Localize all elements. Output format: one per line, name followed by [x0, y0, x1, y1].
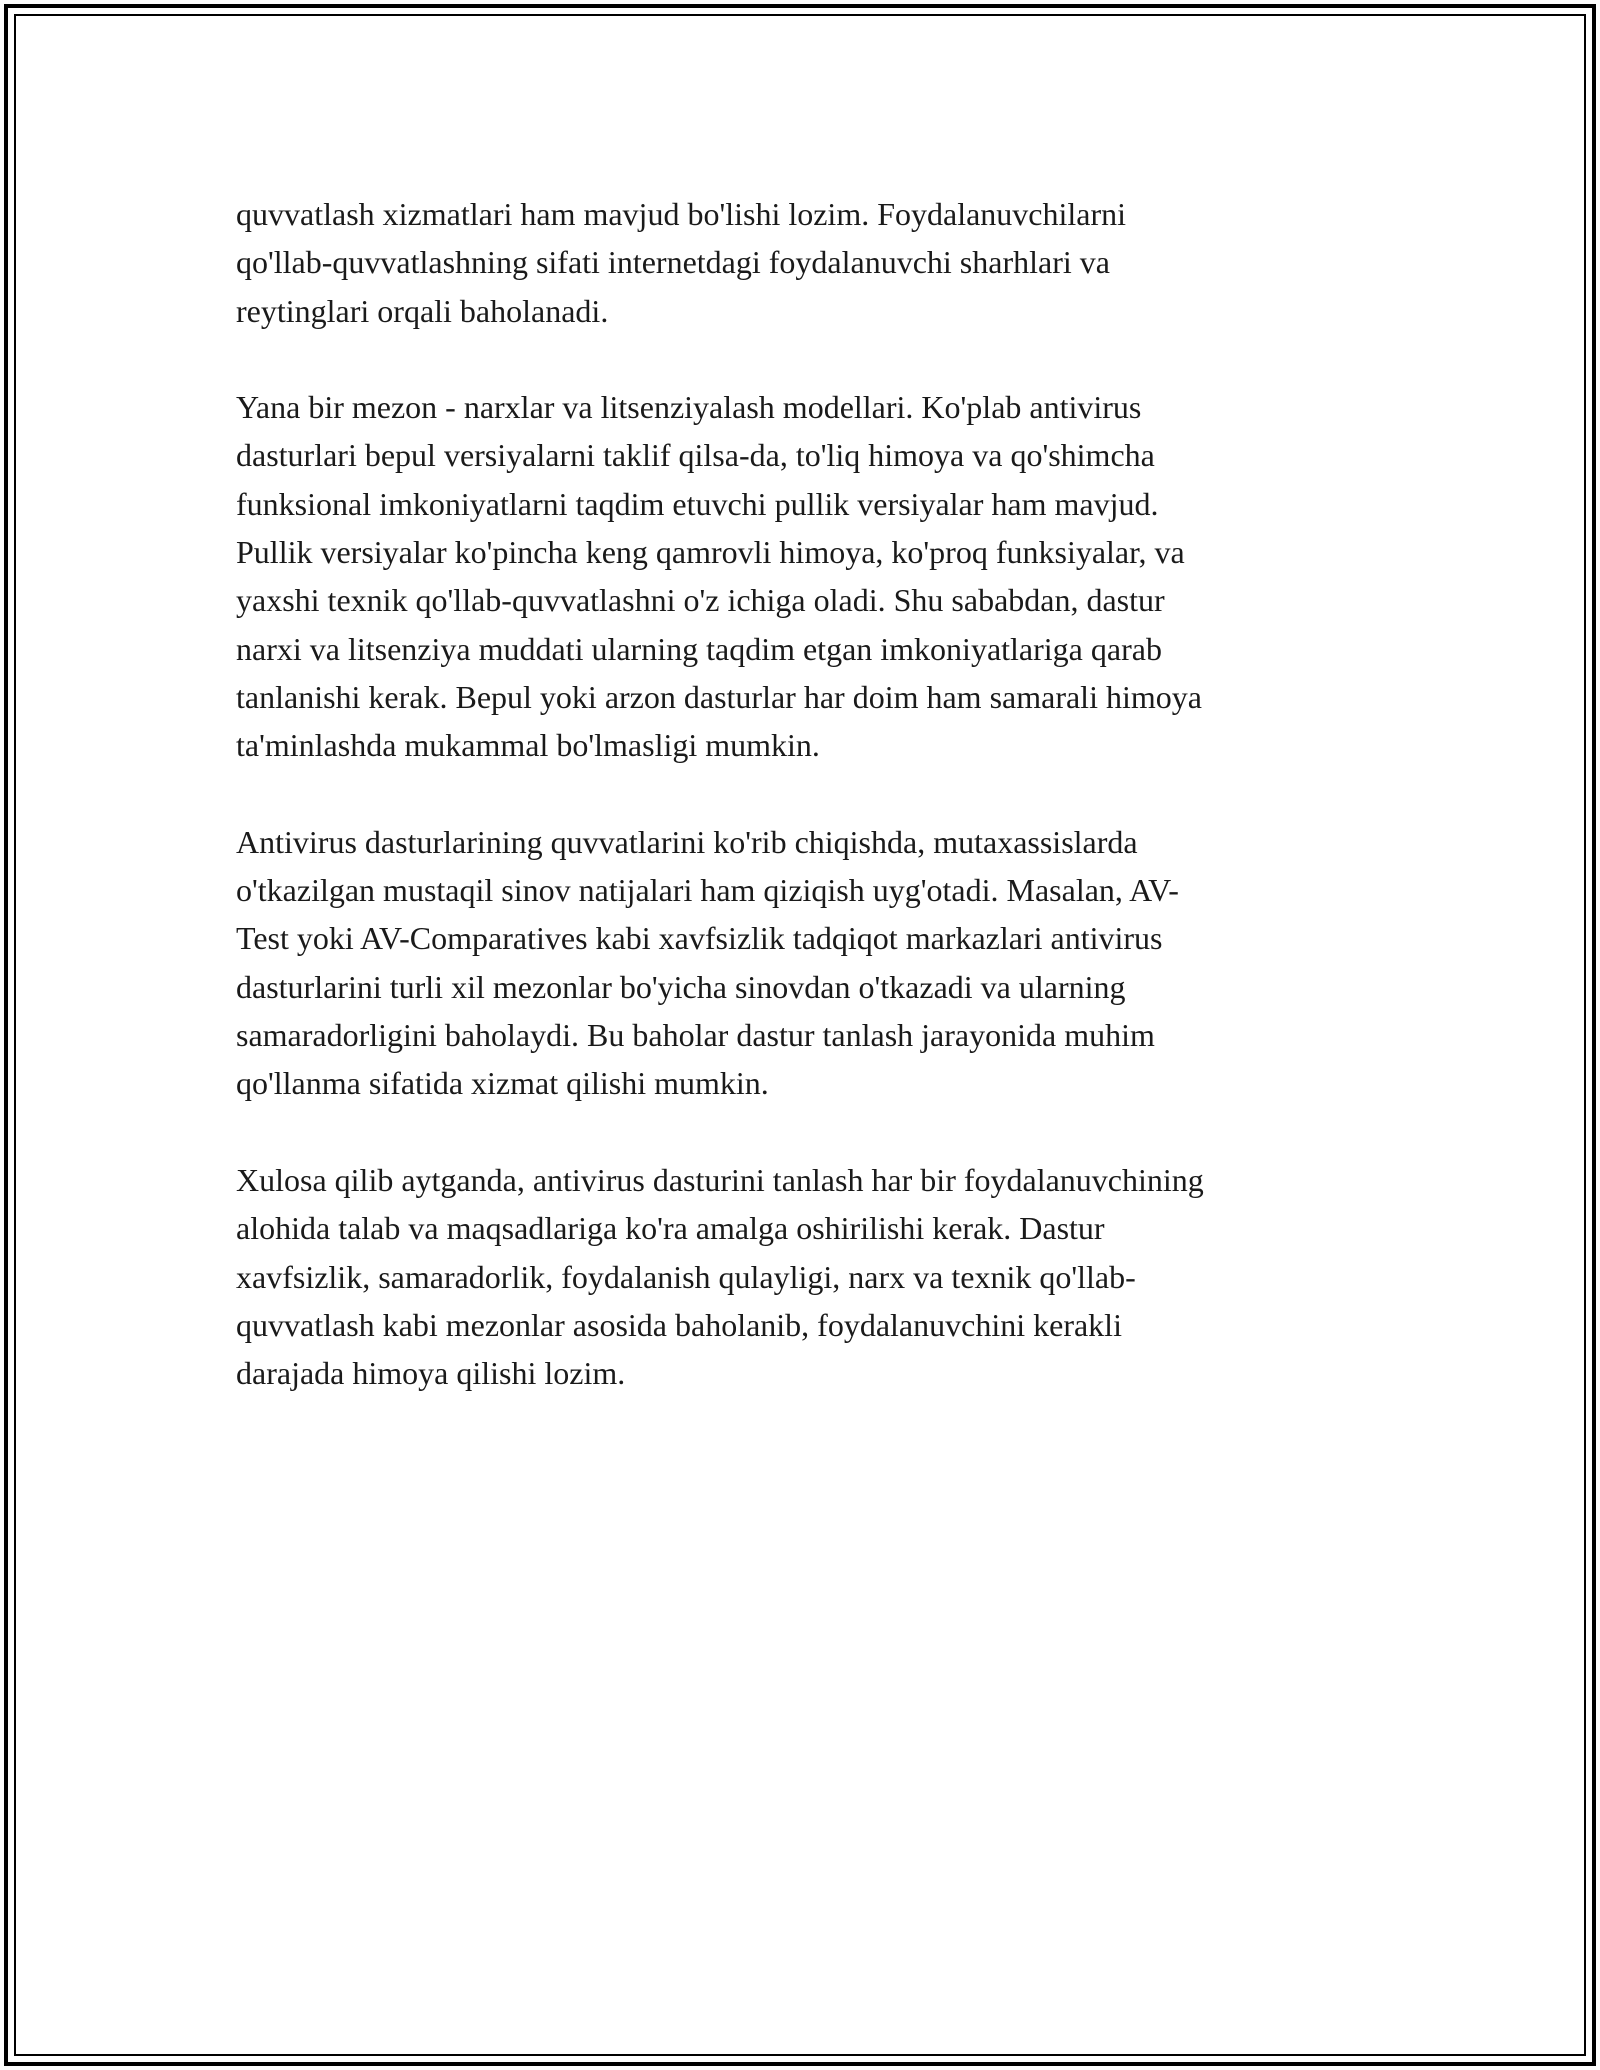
text-line: funksional imkoniyatlarni taqdim etuvchi pullik versiyalar ham mavjud. [236, 485, 1159, 522]
text-line: quvvatlash xizmatlari ham mavjud bo'lishi lozim. Foydalanuvchilarni [236, 196, 1127, 232]
text-line: ta'minlashda mukammal bo'lmasligi mumkin. [236, 727, 820, 764]
text-line: dasturlari bepul versiyalarni taklif qilsa-da, to'liq himoya va qo'shimcha [236, 437, 1155, 474]
text-line: Yana bir mezon - narxlar va litsenziyalash modellari. Ko'plab antivirus [236, 389, 1142, 426]
text-line: xavfsizlik, samaradorlik, foydalanish qulayligi, narx va texnik qo'llab- [236, 1258, 1136, 1295]
text-line: o'tkazilgan mustaqil sinov natijalari ham qiziqish uyg'otadi. Masalan, AV- [236, 872, 1179, 909]
paragraph-2 [236, 383, 1366, 769]
text-line: dasturlarini turli xil mezonlar bo'yicha sinovdan o'tkazadi va ularning [236, 968, 1126, 1005]
text-line: Test yoki AV-Comparatives kabi xavfsizlik tadqiqot markazlari antivirus [236, 920, 1163, 957]
paragraph-1 [236, 190, 1366, 335]
text-line: yaxshi texnik qo'llab-quvvatlashni o'z ichiga oladi. Shu sababdan, dastur [236, 582, 1165, 619]
text-line: samaradorligini baholaydi. Bu baholar dastur tanlash jarayonida muhim [236, 1017, 1155, 1054]
text-line: Xulosa qilib aytganda, antivirus dasturini tanlash har bir foydalanuvchining [236, 1161, 1204, 1198]
text-line: tanlanishi kerak. Bepul yoki arzon dasturlar har doim ham samarali himoya [236, 678, 1202, 715]
text-line: Pullik versiyalar ko'pincha keng qamrovli himoya, ko'proq funksiyalar, va [236, 534, 1185, 571]
text-line: qo'llab-quvvatlashning sifati internetdagi foydalanuvchi sharhlari va [236, 244, 1110, 281]
text-line: qo'llanma sifatida xizmat qilishi mumkin. [236, 1065, 769, 1102]
text-line: quvvatlash kabi mezonlar asosida baholanib, foydalanuvchini kerakli [236, 1306, 1122, 1343]
paragraph-3 [236, 818, 1366, 1108]
paragraph-4 [236, 1156, 1366, 1397]
text-line: alohida talab va maqsadlariga ko'ra amalga oshirilishi kerak. Dastur [236, 1210, 1105, 1247]
text-line: reytinglari orqali baholanadi. [236, 292, 609, 329]
document-body [236, 190, 1366, 1446]
text-line: darajada himoya qilishi lozim. [236, 1355, 626, 1392]
text-line: narxi va litsenziya muddati ularning taqdim etgan imkoniyatlariga qarab [236, 630, 1162, 667]
text-line: Antivirus dasturlarining quvvatlarini ko'rib chiqishda, mutaxassislarda [236, 823, 1138, 860]
